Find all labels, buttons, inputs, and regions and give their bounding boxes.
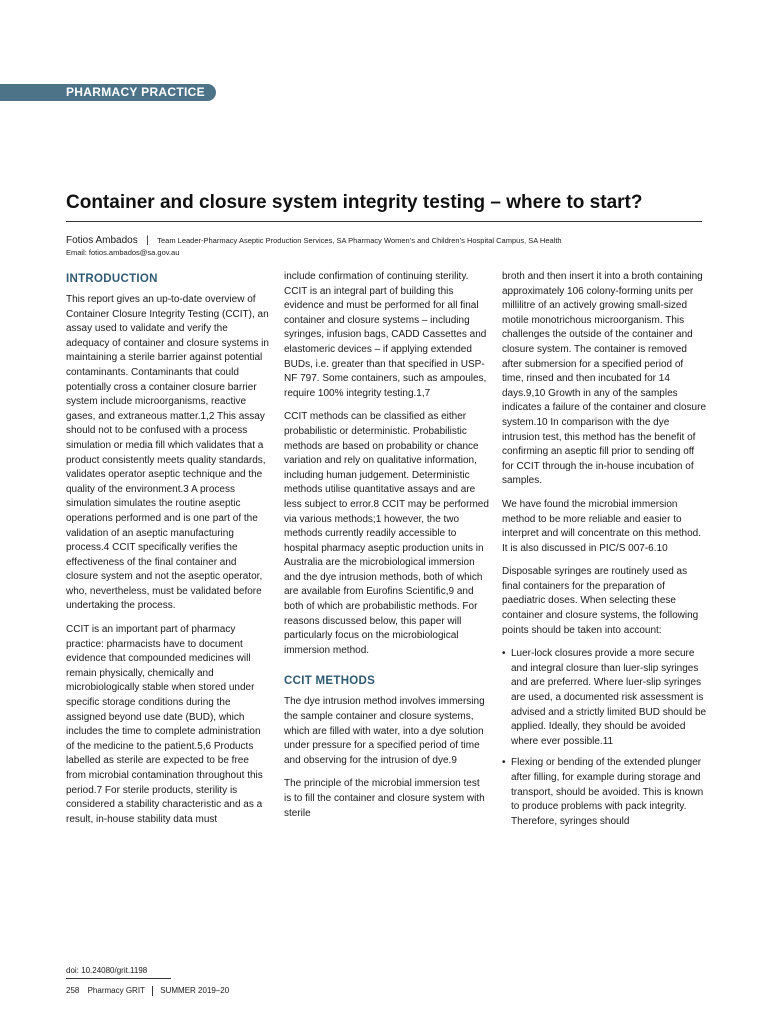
column-2 (284, 270, 489, 830)
section-tab (0, 84, 216, 101)
paragraph: We have found the microbial immersion method to be more reliable and easier to interpret and will concentrate on this method. It is also discussed in PIC/S 007-6.10 (502, 498, 701, 554)
paragraph: CCIT methods can be classified as either probabilistic or deterministic. Probabilistic methods are based on probability or chance variation and rely on qualitative information, including human judgement. Deterministic methods utilise quantitative assays and are less subject to error.8 CCIT may be performed via various methods;1 however, the two methods currently readily accessible to hospital pharmacy aseptic production units in Australia are the microbiological immersion and the dye intrusion methods, both of which are available from Eurofins Scientific,9 and both of which are probabilistic methods. For reasons discussed below, this paper will particularly focus on the microbiological immersion method. (284, 411, 489, 656)
paragraph: Disposable syringes are routinely used as final containers for the preparation of paediatric doses. When selecting these container and closure systems, the following points should be taken into account: (502, 566, 699, 636)
article-title: Container and closure system integrity testing – where to start? (66, 192, 643, 213)
title-divider (66, 221, 702, 222)
paragraph: CCIT is an important part of pharmacy practice: pharmacists have to document evidence that compounded medicines will remain physically, chemically and microbiologically stable when stored under specific storage conditions during the assigned beyond use date (BUD), which includes the time to complete administration of the medicine to the patient.5,6 Products labelled as sterile are expected to be free from microbial contamination throughout this period.7 For sterile products, sterility is considered a stability characteristic and as a result, in-house stability data must (66, 624, 263, 825)
page-footer (66, 985, 229, 996)
column-1 (66, 270, 271, 836)
author-name: Fotios Ambados (66, 235, 138, 246)
bullet-list (502, 647, 707, 829)
paragraph: include confirmation of continuing sterility. CCIT is an integral part of building this evidence and must be performed for all final container and closure systems – including syringes, infusion bags, CADD Cassettes and elastomeric devices – if applying extended BUDs, i.e. greater than that specified in USP-NF 797. Some containers, such as ampoules, require 100% integrity testing.1,7 (284, 271, 487, 399)
paragraph: This report gives an up-to-date overview of Container Closure Integrity Testing (CCIT), an assay used to validate and verify the adequacy of container and closure systems in maintaining a sterile barrier against potential contaminants. Contaminants that could potentially cross a container closure barrier system include microorganisms, reactive gases, and extraneous matter.1,2 This assay should not to be confused with a process simulation or media fill which validates that a product consistently meets quality standards, validates operator aseptic technique and the quality of the environment.3 A process simulation simulates the routine aseptic operations performed and is one part of the validation of an aseptic manufacturing process.4 CCIT specifically verifies the effectiveness of the final container and closure system and not the aseptic operator, who, nevertheless, must be validated before undertaking the process. (66, 294, 269, 612)
author-role: Team Leader-Pharmacy Aseptic Production Services, SA Pharmacy Women’s and Children’s Hospital Campus, SA Health (157, 236, 562, 245)
section-heading-introduction: INTRODUCTION (66, 273, 158, 285)
doi-divider (66, 978, 171, 979)
list-item-text: Flexing or bending of the extended plunger after filling, for example during storage and transport, should be avoided. This is known to produce problems with pack integrity. Therefore, syringes should (511, 757, 704, 827)
issue-label: SUMMER 2019–20 (160, 986, 230, 995)
doi-link[interactable]: doi: 10.24080/grit.1198 (66, 966, 148, 975)
list-item-text: Luer-lock closures provide a more secure and integral closure than luer-slip syringes and are preferred. Where luer-slip syringes are used, a documented risk assessment is advised and a strictly limited BUD should be applied. Ideally, they should be avoided where ever possible.11 (511, 648, 707, 747)
list-item (502, 756, 707, 829)
paragraph: broth and then insert it into a broth containing approximately 106 colony-forming units per millilitre of an actively growing small-sized motile monotrichous microorganism. This challenges the outside of the container and closure system. The container is removed after submersion for a specified period of time, rinsed and then incubated for 14 days.9,10 Growth in any of the samples indicates a failure of the container and closure system.10 In comparison with the dye intrusion test, this method has the benefit of confirming an aseptic fill prior to sending off for CCIT through the in-house incubation of samples. (502, 271, 707, 487)
paragraph: The principle of the microbial immersion test is to fill the container and closure system with sterile (284, 778, 485, 819)
column-3 (502, 270, 707, 836)
bullet-icon: • (502, 757, 506, 769)
author-separator: | (146, 235, 149, 246)
bullet-icon: • (502, 648, 506, 660)
list-item (502, 647, 707, 749)
footer-separator (152, 986, 153, 996)
journal-name: Pharmacy GRIT (87, 986, 145, 995)
author-email: Email: fotios.ambados@sa.gov.au (66, 248, 180, 257)
paragraph: The dye intrusion method involves immersing the sample container and closure systems, which are filled with water, into a dye solution under pressure for a specified period of time and observing for the intrusion of dye.9 (284, 696, 485, 766)
section-label: PHARMACY PRACTICE (66, 85, 205, 99)
author-line (66, 232, 746, 248)
section-heading-ccit-methods: CCIT METHODS (284, 675, 376, 688)
page-number: 258 (66, 986, 80, 995)
